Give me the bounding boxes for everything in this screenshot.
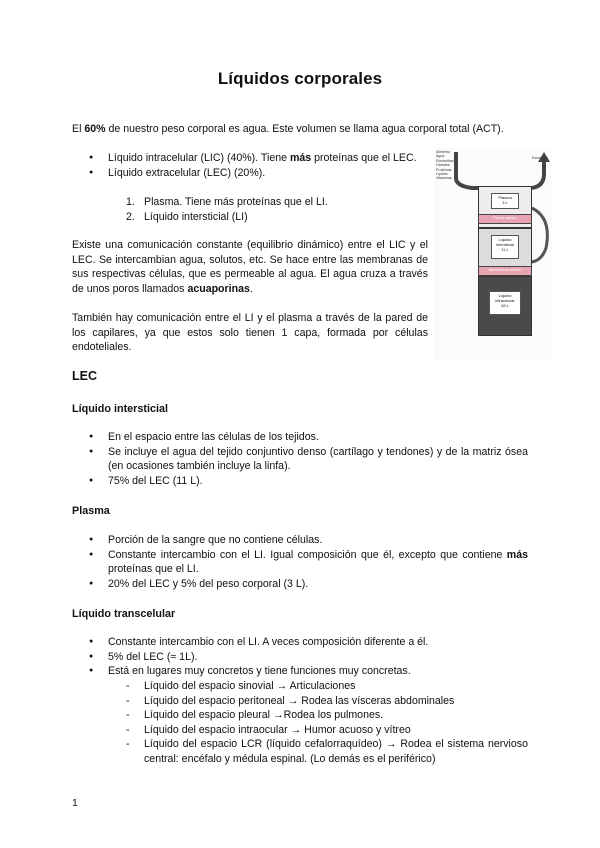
list-item: ● Porción de la sangre que no contiene células. (72, 533, 528, 548)
heading-liquido-transcelular: Líquido transcelular (72, 608, 176, 620)
list-item: ● 5% del LEC (≈ 1L). (72, 650, 528, 665)
heading-plasma: Plasma (72, 505, 110, 517)
intracellular-label-box (489, 291, 521, 315)
dash-item: - Líquido del espacio pleural →Rodea los pulmones. (126, 708, 528, 723)
intro-percentage: 60% (84, 123, 106, 135)
plasma-item2-pre: Constante intercambio con el LI. Igual composición que él, excepto que contiene (108, 548, 507, 561)
page-number: 1 (72, 797, 78, 809)
list-item-lec: ● Líquido extracelular (LEC) (20%). (72, 166, 428, 181)
sublist-text: Líquido intersticial (LI) (144, 210, 248, 223)
list-item: ● Se incluye el agua del tejido conjuntivo denso (cartílago y tendones) y de la matriz ósea (en ocasiones también incluye la linfa). (72, 445, 528, 474)
sublist-item (126, 195, 426, 210)
fluid-compartments-list (72, 151, 428, 180)
intro-paragraph (72, 122, 532, 137)
communication-paragraph (72, 238, 428, 296)
sublist-number: 1. (126, 196, 135, 208)
plasma-label-box (491, 193, 519, 209)
intracellular-compartment (478, 276, 532, 336)
lic-text-pre: Líquido intracelular (LIC) (40%). Tiene (108, 152, 290, 164)
list-item (72, 548, 528, 577)
plasma-label: Plasma 3 L (498, 195, 512, 205)
intracellular-label: Líquido intracelular 28 L (495, 293, 515, 308)
sublist-item (126, 210, 426, 225)
plasma-item2-bold: más (506, 548, 528, 561)
dash-item: - Líquido del espacio sinovial → Articulaciones (126, 679, 528, 694)
sublist-text: Plasma. Tiene más proteínas que el LI. (144, 196, 328, 208)
intro-text-pre: El (72, 123, 85, 135)
intersticial-list (72, 430, 528, 488)
list-item: ● Está en lugares muy concretos y tiene funciones muy concretas. (72, 664, 528, 679)
list-item: ● En el espacio entre las células de los tejidos. (72, 430, 528, 445)
comm-text-pre: Existe una comunicación constante (equilibrio dinámico) entre el LIC y el LEC. Se intercambian agua, solutos, etc. Se hace entre las membranas de sus respectivas células, que es permeable al agua. El agua cruza a través de unos poros llamados (72, 239, 428, 295)
excretion-arrow (532, 160, 544, 188)
intake-labels: Alimento Agua Electrolitos Hídratos Proteínas Lípidos Vitaminas (436, 150, 454, 181)
excretion-label: Excreción (532, 156, 548, 160)
comm-text-post: . (249, 282, 253, 295)
interstitial-label: Líquido intersticial 11 L (496, 237, 514, 252)
list-item: ● 75% del LEC (11 L). (72, 474, 528, 489)
sublist-number: 2. (126, 210, 135, 223)
section-heading-lec: LEC (72, 369, 97, 383)
lec-sublist (126, 195, 426, 224)
lic-text-post: proteínas que el LEC. (311, 152, 417, 164)
dash-item: - Líquido del espacio intraocular → Humor acuoso y vítreo (126, 723, 528, 738)
heading-liquido-intersticial: Líquido intersticial (72, 403, 168, 415)
body-fluid-diagram (434, 148, 552, 360)
page-title: Líquidos corporales (217, 69, 383, 88)
list-item: ● 20% del LEC y 5% del peso corporal (3 L). (72, 577, 528, 592)
plasma-item2-post: proteínas que el LI. (108, 563, 199, 575)
capillary-wall-band (478, 214, 532, 224)
interstitial-label-box (491, 235, 519, 259)
transcelular-spaces-list (126, 679, 528, 766)
intro-text-post: de nuestro peso corporal es agua. Este volumen se llama agua corporal total (ACT). (105, 123, 504, 135)
transcelular-list (72, 635, 528, 679)
acuaporinas-bold: acuaporinas (187, 282, 250, 295)
dash-item: - Líquido del espacio LCR (líquido cefalorraquídeo) → Rodea el sistema nervioso central: encéfalo y médula espinal. (Lo demás es el periférico) (126, 737, 528, 766)
intake-arrow (456, 152, 478, 188)
exchange-arrow (532, 208, 547, 262)
interstitial-compartment (478, 228, 532, 270)
dash-item: - Líquido del espacio peritoneal → Rodea las vísceras abdominales (126, 694, 528, 709)
plasma-list (72, 533, 528, 591)
list-item: ● Constante intercambio con el LI. A veces composición diferente a él. (72, 635, 528, 650)
list-item-lic (72, 151, 428, 166)
capillary-wall-label: Pared capilar (493, 215, 517, 220)
cell-membrane-label: Membrana celular (488, 267, 521, 272)
cell-membrane-band (478, 266, 532, 276)
capillary-paragraph: También hay comunicación entre el LI y el plasma a través de la pared de los capilares, ya que estos solo tienen 1 capa, formada por células endoteliales. (72, 312, 428, 353)
lic-bold: más (289, 152, 312, 164)
